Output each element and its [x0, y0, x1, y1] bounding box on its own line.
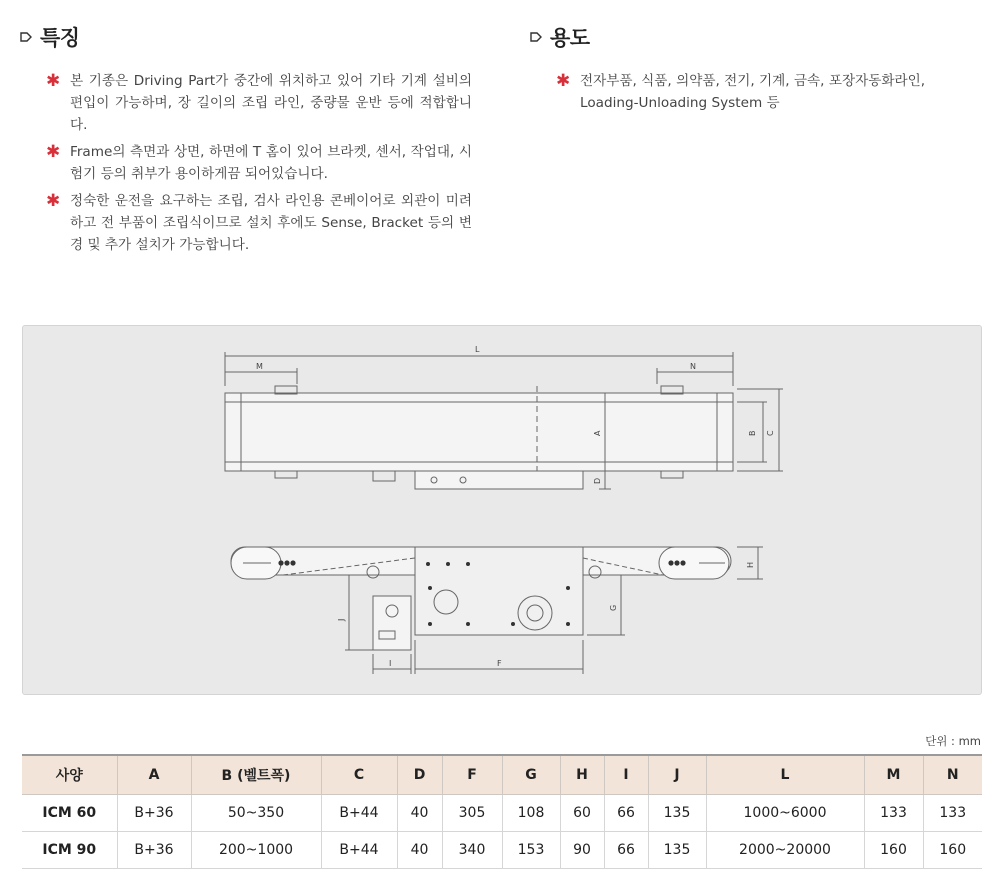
table-cell: 108 [502, 795, 560, 832]
dim-label-j: J [337, 618, 346, 621]
conveyor-dimension-drawing [23, 326, 981, 694]
features-list [44, 70, 472, 261]
table-row [22, 795, 982, 832]
usage-list [554, 70, 986, 119]
table-header: F [442, 755, 502, 795]
table-cell: 135 [648, 832, 706, 869]
asterisk-icon: ✱ [556, 71, 571, 91]
table-cell: 153 [502, 832, 560, 869]
table-cell: 40 [397, 832, 442, 869]
table-cell: 135 [648, 795, 706, 832]
features-heading [20, 22, 80, 52]
asterisk-icon: ✱ [46, 191, 61, 211]
feature-item [44, 70, 472, 136]
table-cell: B+36 [117, 832, 191, 869]
table-cell: 200~1000 [191, 832, 321, 869]
spec-table [22, 754, 982, 869]
table-cell: B+44 [321, 795, 397, 832]
table-header: 사양 [22, 755, 117, 795]
dim-label-l: L [475, 345, 480, 354]
table-header: M [864, 755, 923, 795]
table-cell: 50~350 [191, 795, 321, 832]
table-cell: 1000~6000 [706, 795, 864, 832]
table-header: I [604, 755, 648, 795]
dim-label-i: I [389, 659, 392, 668]
table-header: H [560, 755, 604, 795]
table-cell: 160 [864, 832, 923, 869]
usage-item [554, 70, 986, 114]
table-cell: 133 [864, 795, 923, 832]
asterisk-icon: ✱ [46, 142, 61, 162]
table-header: C [321, 755, 397, 795]
feature-item [44, 141, 472, 185]
feature-item [44, 190, 472, 256]
features-title: 특징 [40, 26, 80, 50]
table-header: D [397, 755, 442, 795]
tag-icon [20, 32, 32, 42]
table-cell-model: ICM 60 [22, 795, 117, 832]
dim-label-b: B [748, 430, 757, 436]
table-header-row [22, 755, 982, 795]
table-cell: 160 [923, 832, 982, 869]
usage-title: 용도 [550, 26, 590, 50]
table-cell: 2000~20000 [706, 832, 864, 869]
feature-text: 본 기종은 Driving Part가 중간에 위치하고 있어 기타 기계 설비의 편입이 가능하며, 장 길이의 조립 라인, 중량물 운반 등에 적합합니다. [70, 73, 472, 133]
table-row [22, 832, 982, 869]
dim-label-c: C [766, 430, 775, 436]
dim-label-a: A [593, 430, 602, 436]
dim-label-h: H [746, 561, 755, 568]
table-header: B (벨트폭) [191, 755, 321, 795]
usage-text: 전자부품, 식품, 의약품, 전기, 기계, 금속, 포장자동화라인, Loading-Unloading System 등 [580, 73, 926, 111]
table-cell: B+44 [321, 832, 397, 869]
feature-text: Frame의 측면과 상면, 하면에 T 홈이 있어 브라켓, 센서, 작업대, 시험기 등의 취부가 용이하게끔 되어있습니다. [70, 144, 472, 182]
table-header: J [648, 755, 706, 795]
table-cell: 305 [442, 795, 502, 832]
table-header: A [117, 755, 191, 795]
table-cell: 66 [604, 832, 648, 869]
table-cell: B+36 [117, 795, 191, 832]
dim-label-g: G [609, 604, 618, 611]
dim-label-n: N [690, 362, 696, 371]
asterisk-icon: ✱ [46, 71, 61, 91]
dim-label-f: F [497, 659, 502, 668]
unit-note: 단위 : mm [925, 734, 981, 748]
usage-heading [530, 22, 590, 52]
conveyor-drawing [22, 325, 982, 695]
dim-label-m: M [256, 362, 263, 371]
tag-icon [530, 32, 542, 42]
table-cell: 90 [560, 832, 604, 869]
table-cell: 40 [397, 795, 442, 832]
dim-label-d: D [593, 477, 602, 484]
feature-text: 정숙한 운전을 요구하는 조립, 검사 라인용 콘베이어로 외관이 미려하고 전 부품이 조립식이므로 설치 후에도 Sense, Bracket 등의 변경 및 추가 설치가 가능합니다. [70, 193, 472, 253]
table-cell: 340 [442, 832, 502, 869]
table-cell: 133 [923, 795, 982, 832]
table-cell: 60 [560, 795, 604, 832]
table-header: G [502, 755, 560, 795]
table-header: N [923, 755, 982, 795]
table-cell: 66 [604, 795, 648, 832]
table-cell-model: ICM 90 [22, 832, 117, 869]
table-header: L [706, 755, 864, 795]
